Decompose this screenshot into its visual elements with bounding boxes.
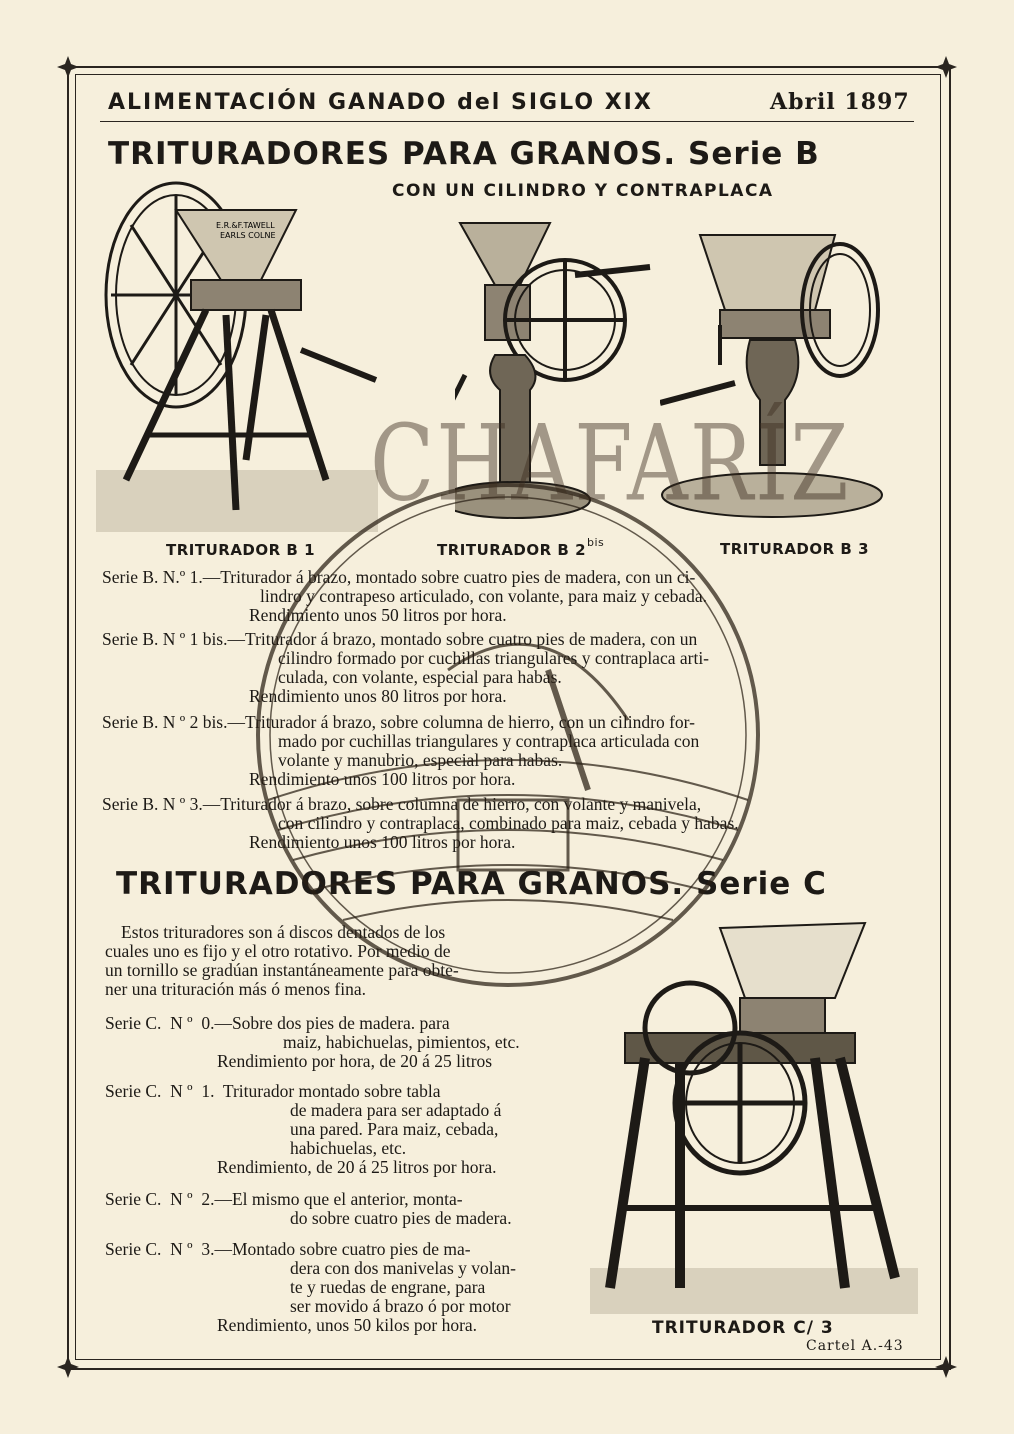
header-title: ALIMENTACIÓN GANADO del SIGLO XIX xyxy=(108,90,653,115)
entry-b1bis-line: culada, con volante, especial para habas. xyxy=(278,667,562,687)
corner-ornament-icon xyxy=(933,1354,959,1380)
chafariz-watermark: CHAFARÍZ xyxy=(370,402,851,525)
entry-b3-line: Rendimiento unos 100 litros por hora. xyxy=(249,832,516,852)
header-date: Abril 1897 xyxy=(770,89,910,115)
corner-ornament-icon xyxy=(55,54,81,80)
series-c-intro-line: Estos trituradores son á discos dentados de los xyxy=(121,922,446,942)
entry-b2bis-line: Serie B. N º 2 bis.—Triturador á brazo, sobre columna de hierro, con un cilindro for- xyxy=(102,712,695,732)
series-c-intro-line: un tornillo se gradúan instantáneamente para obte- xyxy=(105,960,459,980)
entry-b1-line: lindro y contrapeso articulado, con volante, para maiz y cebada. xyxy=(260,586,708,606)
machine-plate-text: E.R.&F.TAWELL xyxy=(216,221,275,230)
series-c-intro-line: cuales uno es fijo y el otro rotativo. Por medio de xyxy=(105,941,451,961)
machine-plate-text: EARLS COLNE xyxy=(220,231,276,240)
series-b-subtitle: CON UN CILINDRO Y CONTRAPLACA xyxy=(392,181,774,201)
entry-b1bis-line: Serie B. N º 1 bis.—Triturador á brazo, montado sobre cuatro pies de madera, con un xyxy=(102,629,698,649)
entry-c1-line: una pared. Para maiz, cebada, xyxy=(290,1119,499,1139)
entry-c1-line: Serie C. N º 1. Triturador montado sobre tabla xyxy=(105,1081,441,1101)
entry-b1bis-line: cilindro formado por cuchillas triangulares y contraplaca arti- xyxy=(278,648,710,668)
series-c-title: TRITURADORES PARA GRANOS. Serie C xyxy=(116,866,827,902)
entry-b1-line: Serie B. N.º 1.—Triturador á brazo, montado sobre cuatro pies de madera, con un ci- xyxy=(102,567,696,587)
caption-b3: TRITURADOR B 3 xyxy=(720,540,870,558)
caption-b2: TRITURADOR B 2 xyxy=(437,541,587,559)
series-c-intro-line: ner una trituración más ó menos fina. xyxy=(105,979,366,999)
entry-c3-line: dera con dos manivelas y volan- xyxy=(290,1258,516,1278)
entry-c1-line: de madera para ser adaptado á xyxy=(290,1100,502,1120)
entry-c3-line: Rendimiento, unos 50 kilos por hora. xyxy=(217,1315,478,1335)
entry-b1-line: Rendimiento unos 50 litros por hora. xyxy=(249,605,507,625)
caption-b1: TRITURADOR B 1 xyxy=(166,541,316,559)
header-rule xyxy=(100,121,914,122)
entry-b2bis-line: Rendimiento unos 100 litros por hora. xyxy=(249,769,516,789)
entry-b3-line: con cilindro y contraplaca, combinado para maiz, cebada y habas. xyxy=(278,813,739,833)
entry-c3-line: te y ruedas de engrane, para xyxy=(290,1277,486,1297)
entry-c1-line: Rendimiento, de 20 á 25 litros por hora. xyxy=(217,1157,497,1177)
corner-ornament-icon xyxy=(55,1354,81,1380)
entry-b2bis-line: volante y manubrio, especial para habas. xyxy=(278,750,563,770)
entry-b2bis-line: mado por cuchillas triangulares y contraplaca articulada con xyxy=(278,731,700,751)
entry-b1bis-line: Rendimiento unos 80 litros por hora. xyxy=(249,686,507,706)
entry-c2-line: Serie C. N º 2.—El mismo que el anterior, monta- xyxy=(105,1189,463,1209)
entry-c3-line: ser movido á brazo ó por motor xyxy=(290,1296,511,1316)
entry-c0-line: Serie C. N º 0.—Sobre dos pies de madera. para xyxy=(105,1013,450,1033)
entry-c1-line: habichuelas, etc. xyxy=(290,1138,407,1158)
entry-c2-line: do sobre cuatro pies de madera. xyxy=(290,1208,512,1228)
entry-c0-line: maiz, habichuelas, pimientos, etc. xyxy=(283,1032,520,1052)
caption-c3: TRITURADOR C/ 3 xyxy=(652,1318,834,1338)
footer-cartel: Cartel A.-43 xyxy=(806,1338,904,1354)
series-b-title: TRITURADORES PARA GRANOS. Serie B xyxy=(108,136,820,172)
entry-c0-line: Rendimiento por hora, de 20 á 25 litros xyxy=(217,1051,493,1071)
chafariz-stamp xyxy=(248,470,768,1000)
caption-b2-superscript: bis xyxy=(587,536,605,549)
entry-c3-line: Serie C. N º 3.—Montado sobre cuatro pies de ma- xyxy=(105,1239,471,1259)
corner-ornament-icon xyxy=(933,54,959,80)
entry-b3-line: Serie B. N º 3.—Triturador á brazo, sobre columna de hierro, con volante y manivela, xyxy=(102,794,702,814)
